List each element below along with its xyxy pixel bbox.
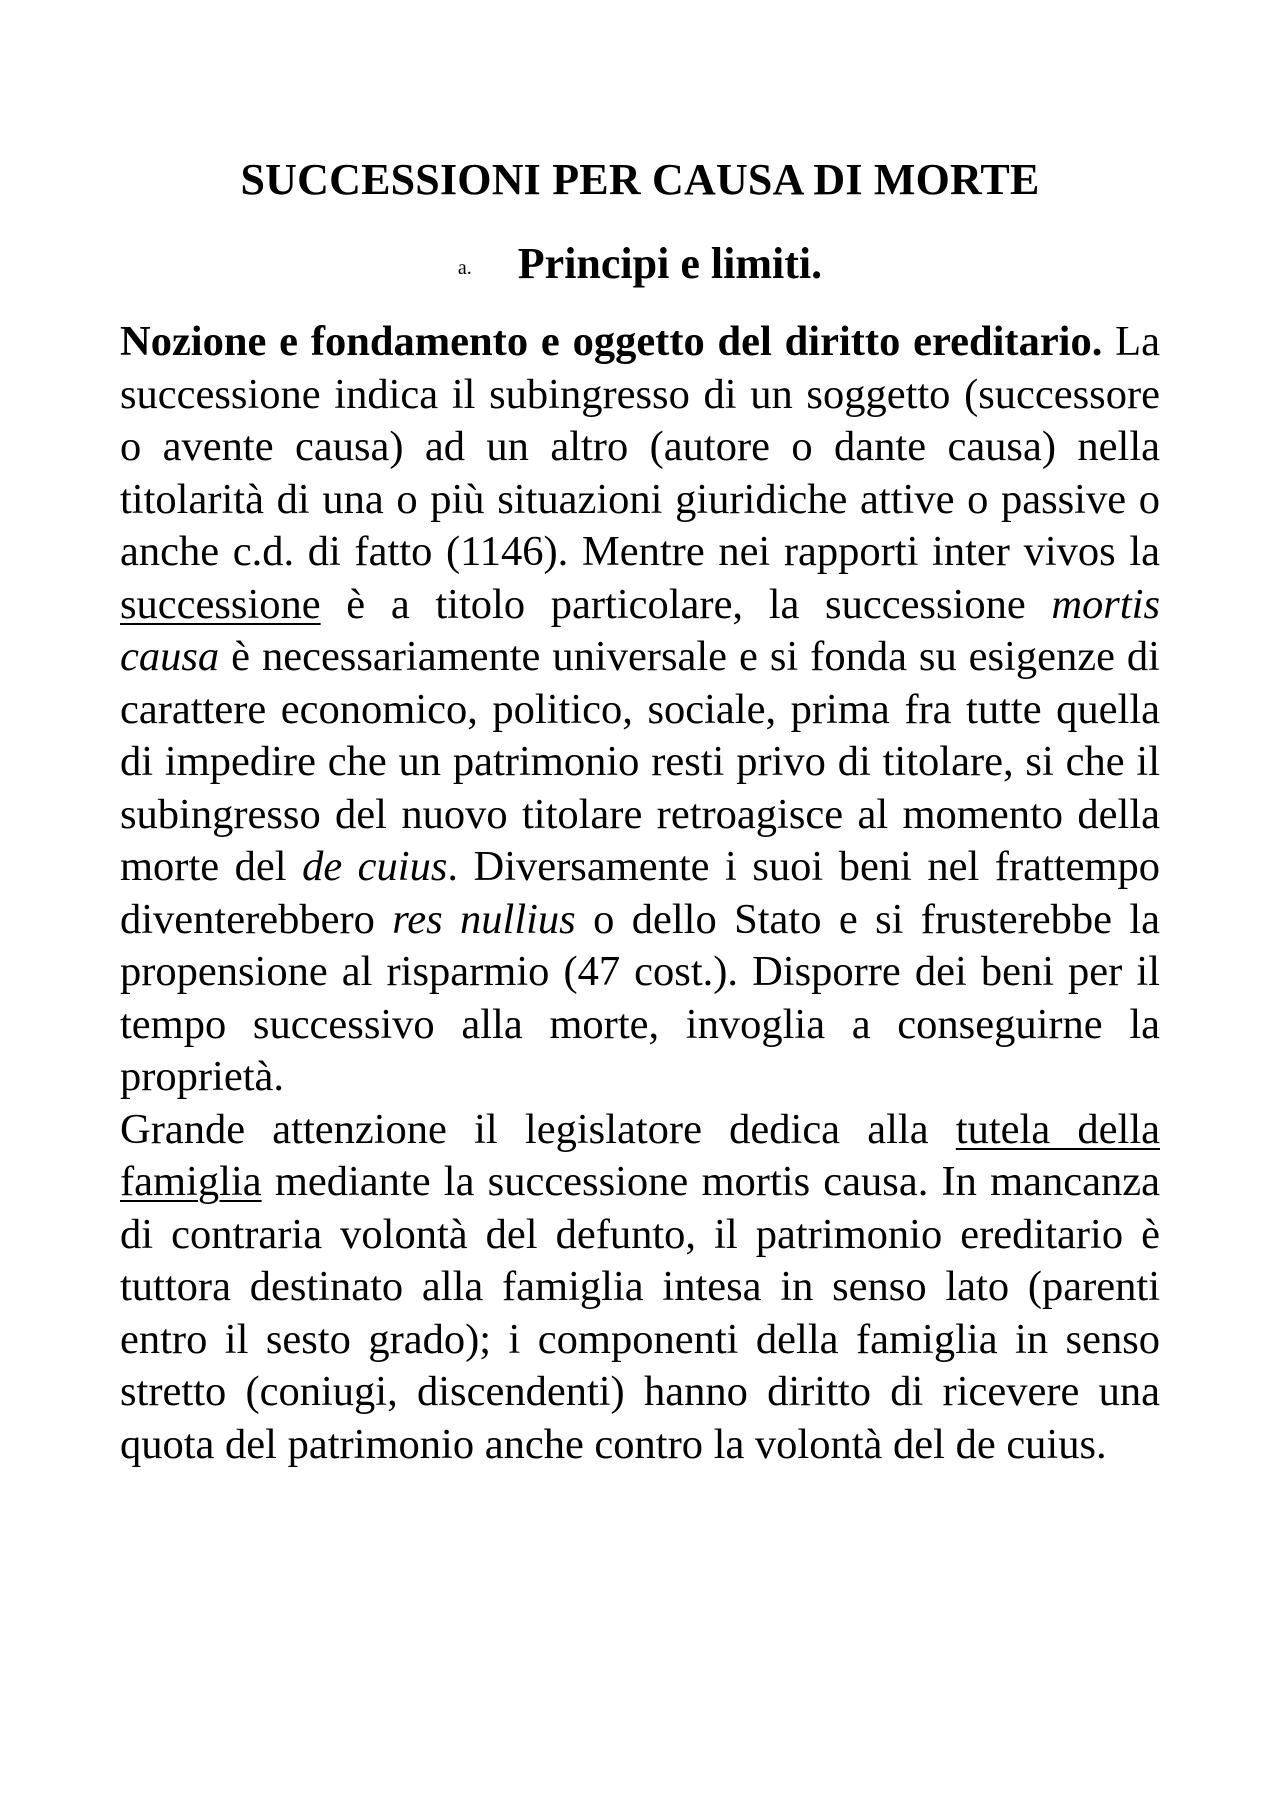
italic-term: res nullius [392, 895, 576, 943]
paragraph-1 [120, 316, 1160, 1104]
paragraph-heading: Nozione e fondamento e oggetto del diritto ereditario. [120, 318, 1103, 365]
text-run: è a titolo particolare, la successione [320, 580, 1052, 628]
text-run: o dello Stato e si frusterebbe la propensione al risparmio (47 cost.). Disporre dei beni per il tempo successivo alla morte, invoglia a conseguirne la proprietà. [120, 895, 1161, 1100]
text-run: Grande attenzione il legislatore dedica alla [120, 1105, 956, 1153]
text-run: . Diversamente i suoi beni nel frattempo diventerebbero [120, 843, 1160, 943]
paragraph-2 [120, 1104, 1160, 1472]
section-marker: a. [457, 256, 472, 279]
text-run: è necessariamente universale e si fonda su esigenze di carattere economico, politico, sociale, prima fra tutte quella di impedire che un patrimonio resti privo di titolare, si che il subingresso del nuovo titolare retroagisce al momento della morte del [120, 633, 1160, 890]
section-title: Principi e limiti. [517, 239, 823, 288]
body-text [120, 316, 1160, 1471]
italic-term: mortis causa [120, 580, 1160, 680]
underlined-term: successione [120, 580, 321, 628]
underlined-term: tutela della famiglia [120, 1105, 1160, 1205]
section-heading [0, 236, 1280, 292]
italic-term: de cuius [302, 843, 448, 890]
text-run: mediante la successione mortis causa. In mancanza di contraria volontà del defunto, il patrimonio ereditario è tuttora destinato alla famiglia intesa in senso lato (parenti entro il sesto grado); i componenti della famiglia in senso stretto (coniugi, discendenti) hanno diritto di ricevere una quota del patrimonio anche contro la volontà del de cuius. [120, 1158, 1160, 1468]
document-title: SUCCESSIONI PER CAUSA DI MORTE [240, 155, 1040, 204]
text-run: La successione indica il subingresso di un soggetto (successore o avente causa) ad un altro (autore o dante causa) nella titolarità di una o più situazioni giuridiche attive o passive o anche c.d. di fatto (1146). Mentre nei rapporti inter vivos la [120, 318, 1161, 575]
